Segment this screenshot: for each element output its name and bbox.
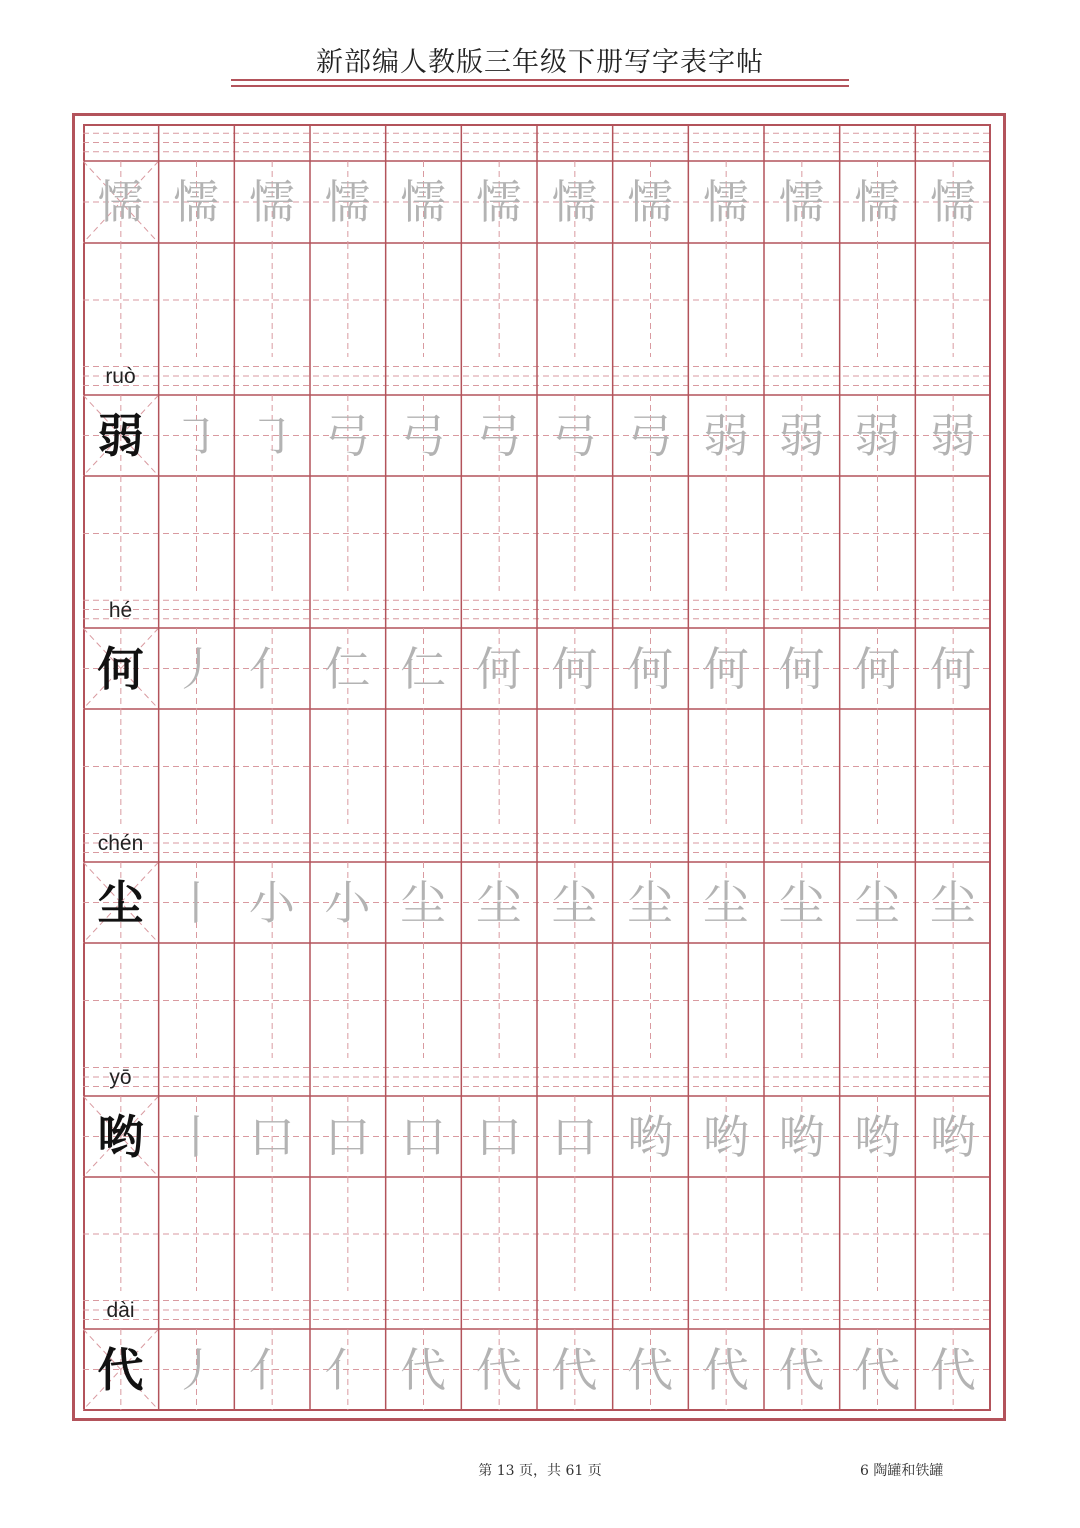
trace-character: 哟: [778, 1109, 825, 1164]
trace-character: 仁: [324, 641, 371, 696]
title-rule-top: [231, 79, 849, 81]
trace-character: 弓: [324, 408, 371, 463]
trace-character: 哟: [929, 1109, 976, 1164]
pinyin-label: hé: [108, 599, 133, 622]
trace-character: 哟: [627, 1109, 674, 1164]
trace-character: 弱: [929, 408, 976, 463]
trace-character: 弱: [702, 408, 749, 463]
trace-character: 弱: [778, 408, 825, 463]
trace-character: 弓: [627, 408, 674, 463]
trace-character: 口: [551, 1109, 598, 1164]
trace-character: 懦: [702, 175, 749, 229]
trace-character: 懦: [400, 175, 447, 229]
page-number: 第 13 页，共 61 页: [478, 1463, 602, 1479]
trace-character: 小: [324, 875, 371, 930]
trace-character: 口: [324, 1109, 371, 1164]
trace-character: 懦: [475, 175, 522, 229]
trace-character: 懦: [929, 175, 976, 229]
trace-character: 口: [248, 1109, 295, 1164]
trace-character: 懦: [551, 175, 598, 229]
trace-character: 懦: [248, 175, 295, 229]
trace-character: 何: [929, 641, 976, 696]
trace-character: 尘: [627, 875, 674, 930]
trace-character: 小: [248, 875, 295, 930]
trace-character: 丨: [173, 875, 220, 930]
trace-character: 懦: [97, 175, 144, 229]
trace-character: 弓: [475, 408, 522, 463]
pinyin-label: ruò: [105, 365, 136, 388]
lesson-name: 6 陶罐和铁罐: [860, 1463, 944, 1479]
pinyin-label: yō: [109, 1066, 132, 1089]
trace-character: 代: [400, 1342, 447, 1397]
trace-character: 代: [929, 1342, 976, 1397]
trace-character: ㇆: [248, 408, 295, 463]
trace-character: 尘: [551, 875, 598, 930]
trace-character: 口: [400, 1109, 447, 1164]
page-title: 新部编人教版三年级下册写字表字帖: [316, 47, 764, 78]
trace-character: 丨: [173, 1109, 220, 1164]
trace-character: 尘: [400, 875, 447, 930]
trace-character: 哟: [702, 1109, 749, 1164]
pinyin-label: chén: [97, 832, 144, 855]
model-character: 尘: [97, 875, 144, 930]
trace-character: 尘: [702, 875, 749, 930]
trace-character: 代: [627, 1342, 674, 1397]
trace-character: 何: [627, 641, 674, 696]
trace-character: 尘: [929, 875, 976, 930]
trace-character: 亻: [324, 1342, 371, 1397]
pinyin-label: dài: [106, 1299, 135, 1322]
trace-character: 哟: [854, 1109, 901, 1164]
trace-character: 懦: [173, 175, 220, 229]
trace-character: 何: [854, 641, 901, 696]
trace-character: 何: [778, 641, 825, 696]
trace-character: 代: [551, 1342, 598, 1397]
trace-character: 代: [778, 1342, 825, 1397]
trace-character: 懦: [324, 175, 371, 229]
trace-character: 亻: [248, 1342, 295, 1397]
trace-character: 丿: [173, 641, 220, 696]
trace-character: 尘: [475, 875, 522, 930]
model-character: 弱: [97, 408, 144, 463]
trace-character: 代: [702, 1342, 749, 1397]
trace-character: 亻: [248, 641, 295, 696]
trace-character: 何: [475, 641, 522, 696]
trace-character: 代: [475, 1342, 522, 1397]
trace-character: 口: [475, 1109, 522, 1164]
grid-lines: [83, 124, 991, 1411]
trace-character: 丿: [173, 1342, 220, 1397]
trace-character: 尘: [854, 875, 901, 930]
model-character: 何: [97, 641, 144, 696]
model-character: 哟: [97, 1109, 144, 1164]
trace-character: 懦: [627, 175, 674, 229]
trace-character: 代: [854, 1342, 901, 1397]
title-rule-bottom: [231, 85, 849, 87]
model-character: 代: [97, 1342, 144, 1397]
trace-character: 弓: [400, 408, 447, 463]
trace-character: 仁: [400, 641, 447, 696]
trace-character: ㇆: [173, 408, 220, 463]
trace-character: 尘: [778, 875, 825, 930]
trace-character: 弓: [551, 408, 598, 463]
trace-character: 何: [702, 641, 749, 696]
trace-character: 懦: [778, 175, 825, 229]
trace-character: 何: [551, 641, 598, 696]
trace-character: 弱: [854, 408, 901, 463]
trace-character: 懦: [854, 175, 901, 229]
